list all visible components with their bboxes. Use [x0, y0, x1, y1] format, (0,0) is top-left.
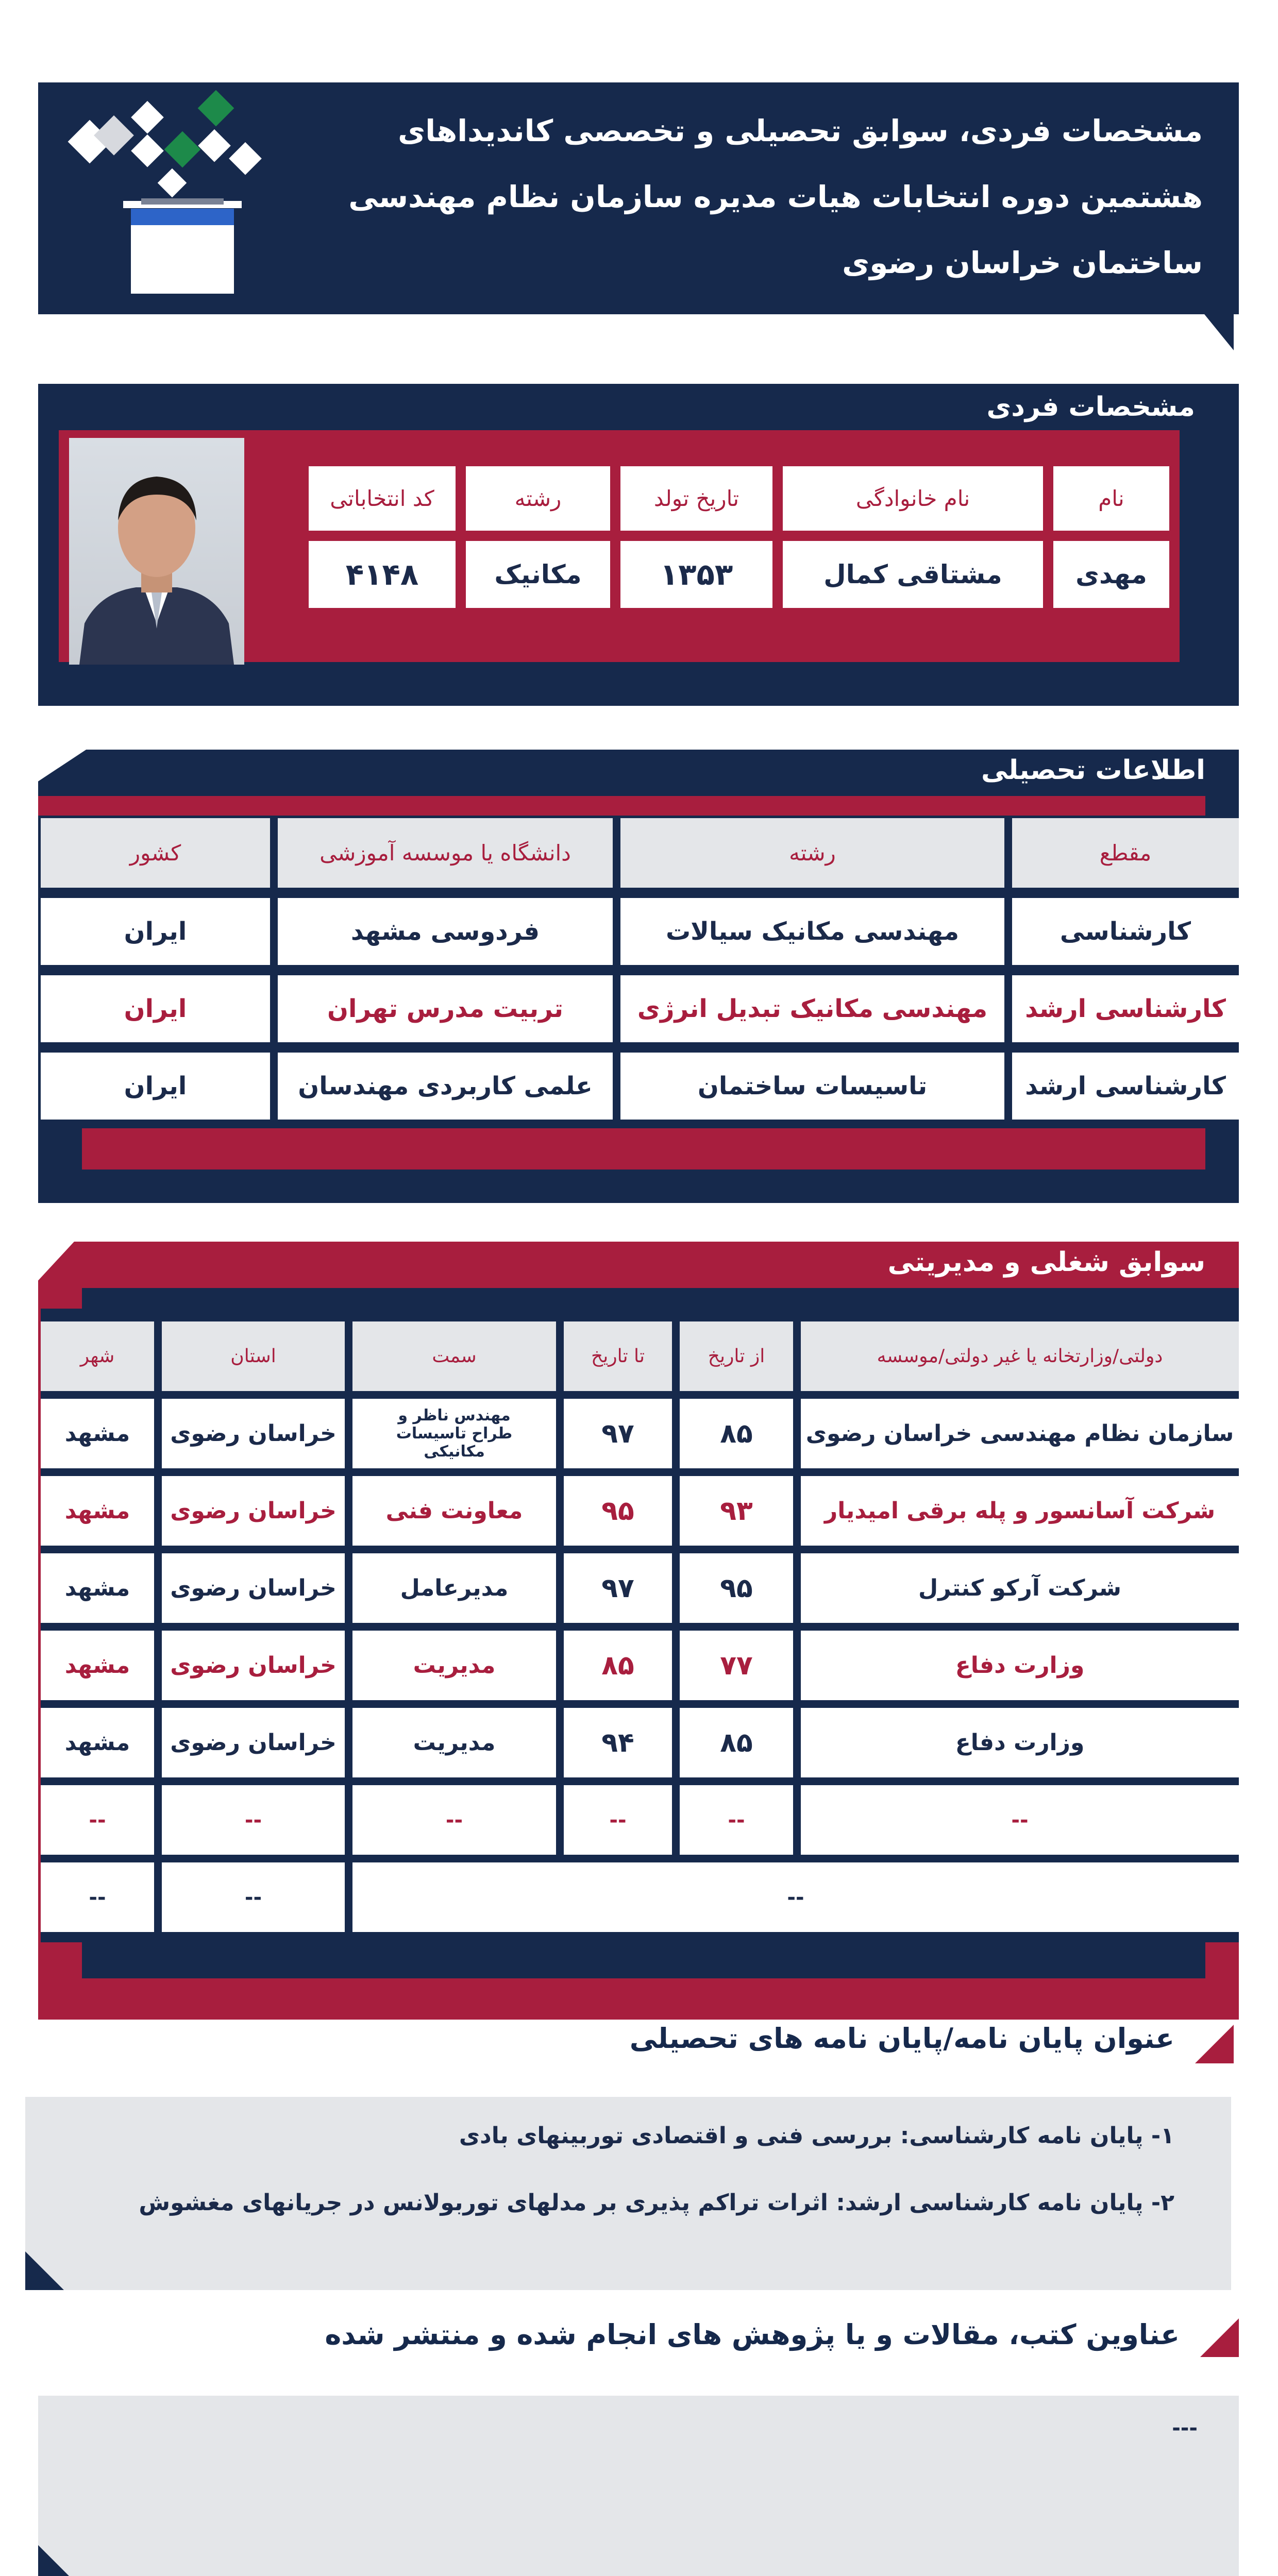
label-name: نام	[1054, 466, 1170, 531]
edu-header-country: کشور	[41, 818, 271, 888]
value-name: مهدی	[1054, 541, 1170, 608]
career-r4-to: ۸۵	[564, 1631, 672, 1700]
label-field: رشته	[466, 466, 611, 531]
career-header-to: تا تاریخ	[564, 1321, 672, 1391]
edu-r1-level: کارشناسی	[1013, 898, 1239, 965]
edu-r1-country: ایران	[41, 898, 271, 965]
career-r1-city: مشهد	[41, 1399, 155, 1468]
ballot-box-icon	[49, 90, 338, 312]
career-r3-org: شرکت آرکو کنترل	[801, 1553, 1239, 1623]
career-r2-to: ۹۵	[564, 1476, 672, 1546]
edu-r2-university: تربیت مدرس تهران	[278, 975, 613, 1042]
career-r3-from: ۹۵	[680, 1553, 794, 1623]
career-r5-position: مدیریت	[353, 1708, 557, 1777]
career-r6-to: --	[564, 1785, 672, 1855]
career-r4-position: مدیریت	[353, 1631, 557, 1700]
career-r5-to: ۹۴	[564, 1708, 672, 1777]
career-r7-city: --	[41, 1862, 155, 1932]
books-marker-icon	[1201, 2318, 1239, 2357]
label-family: نام خانوادگی	[783, 466, 1044, 531]
thesis-title: عنوان پایان نامه/پایان نامه های تحصیلی	[630, 2022, 1175, 2055]
header-title-line-2: هشتمین دوره انتخابات هیات مدیره سازمان نظام مهندسی	[349, 179, 1203, 214]
edu-r3-level: کارشناسی ارشد	[1013, 1053, 1239, 1120]
edu-header-level: مقطع	[1013, 818, 1239, 888]
edu-r3-field: تاسیسات ساختمان	[621, 1053, 1005, 1120]
career-r7-merged: --	[353, 1862, 1239, 1932]
career-r6-province: --	[162, 1785, 345, 1855]
edu-r3-country: ایران	[41, 1053, 271, 1120]
header-title-line-3: ساختمان خراسان رضوی	[843, 245, 1203, 280]
career-header-position: سمت	[353, 1321, 557, 1391]
career-r2-from: ۹۳	[680, 1476, 794, 1546]
career-band-top	[82, 1288, 1239, 1309]
thesis-item-2: ۲- پایان نامه کارشناسی ارشد: اثرات تراکم پذیری بر مدلهای توربولانس در جریانهای مغشوش	[139, 2190, 1175, 2216]
value-family: مشتاقی کمال	[783, 541, 1044, 608]
thesis-item-1: ۱- پایان نامه کارشناسی: بررسی فنی و اقتصادی توربینهای بادی	[459, 2123, 1175, 2149]
career-r5-province: خراسان رضوی	[162, 1708, 345, 1777]
career-r3-province: خراسان رضوی	[162, 1553, 345, 1623]
header-tail	[1201, 309, 1234, 350]
header-title-line-1: مشخصات فردی، سوابق تحصیلی و تخصصی کاندیداهای	[398, 113, 1203, 148]
career-r5-org: وزارت دفاع	[801, 1708, 1239, 1777]
career-r5-from: ۸۵	[680, 1708, 794, 1777]
career-r2-org: شرکت آسانسور و پله برقی امیدیار	[801, 1476, 1239, 1546]
career-r6-org: --	[801, 1785, 1239, 1855]
edu-r2-country: ایران	[41, 975, 271, 1042]
candidate-photo	[70, 438, 245, 665]
career-r4-org: وزارت دفاع	[801, 1631, 1239, 1700]
career-r1-position: مهندس ناظر و طراح تاسیسات مکانیکی	[353, 1399, 557, 1468]
career-r3-to: ۹۷	[564, 1553, 672, 1623]
career-r4-from: ۷۷	[680, 1631, 794, 1700]
career-title: سوابق شغلی و مدیریتی	[888, 1247, 1206, 1278]
career-header-from: از تاریخ	[680, 1321, 794, 1391]
value-code: ۴۱۴۸	[309, 541, 456, 608]
edu-header-field: رشته	[621, 818, 1005, 888]
header-title	[327, 98, 1203, 296]
value-field: مکانیک	[466, 541, 611, 608]
career-band-bottom	[82, 1942, 1206, 1978]
edu-r1-field: مهندسی مکانیک سیالات	[621, 898, 1005, 965]
career-r1-to: ۹۷	[564, 1399, 672, 1468]
career-r2-city: مشهد	[41, 1476, 155, 1546]
career-r6-position: --	[353, 1785, 557, 1855]
career-r1-org: سازمان نظام مهندسی خراسان رضوی	[801, 1399, 1239, 1468]
label-birth: تاریخ تولد	[621, 466, 773, 531]
personal-title: مشخصات فردی	[987, 392, 1196, 422]
career-header-org: دولتی/وزارتخانه یا غیر دولتی/موسسه	[801, 1321, 1239, 1391]
books-box	[39, 2396, 1239, 2576]
career-header-province: استان	[162, 1321, 345, 1391]
books-content: ---	[1172, 2416, 1198, 2440]
education-band-bottom	[82, 1128, 1206, 1170]
career-r2-province: خراسان رضوی	[162, 1476, 345, 1546]
career-r6-city: --	[41, 1785, 155, 1855]
career-r4-city: مشهد	[41, 1631, 155, 1700]
label-code: کد انتخاباتی	[309, 466, 456, 531]
career-r3-position: مدیرعامل	[353, 1553, 557, 1623]
edu-r1-university: فردوسی مشهد	[278, 898, 613, 965]
edu-r3-university: علمی کاربردی مهندسان	[278, 1053, 613, 1120]
books-title: عناوین کتب، مقالات و یا پژوهش های انجام شده و منتشر شده	[325, 2318, 1180, 2351]
career-r4-province: خراسان رضوی	[162, 1631, 345, 1700]
career-r1-from: ۸۵	[680, 1399, 794, 1468]
career-r7-province: --	[162, 1862, 345, 1932]
education-title: اطلاعات تحصیلی	[982, 755, 1206, 786]
career-r3-city: مشهد	[41, 1553, 155, 1623]
education-band-top	[39, 796, 1206, 816]
value-birth: ۱۳۵۳	[621, 541, 773, 608]
career-r1-province: خراسان رضوی	[162, 1399, 345, 1468]
career-r2-position: معاونت فنی	[353, 1476, 557, 1546]
career-r5-city: مشهد	[41, 1708, 155, 1777]
edu-r2-level: کارشناسی ارشد	[1013, 975, 1239, 1042]
career-r6-from: --	[680, 1785, 794, 1855]
edu-r2-field: مهندسی مکانیک تبدیل انرژی	[621, 975, 1005, 1042]
thesis-marker-icon	[1196, 2025, 1234, 2063]
edu-header-university: دانشگاه یا موسسه آموزشی	[278, 818, 613, 888]
career-header-city: شهر	[41, 1321, 155, 1391]
